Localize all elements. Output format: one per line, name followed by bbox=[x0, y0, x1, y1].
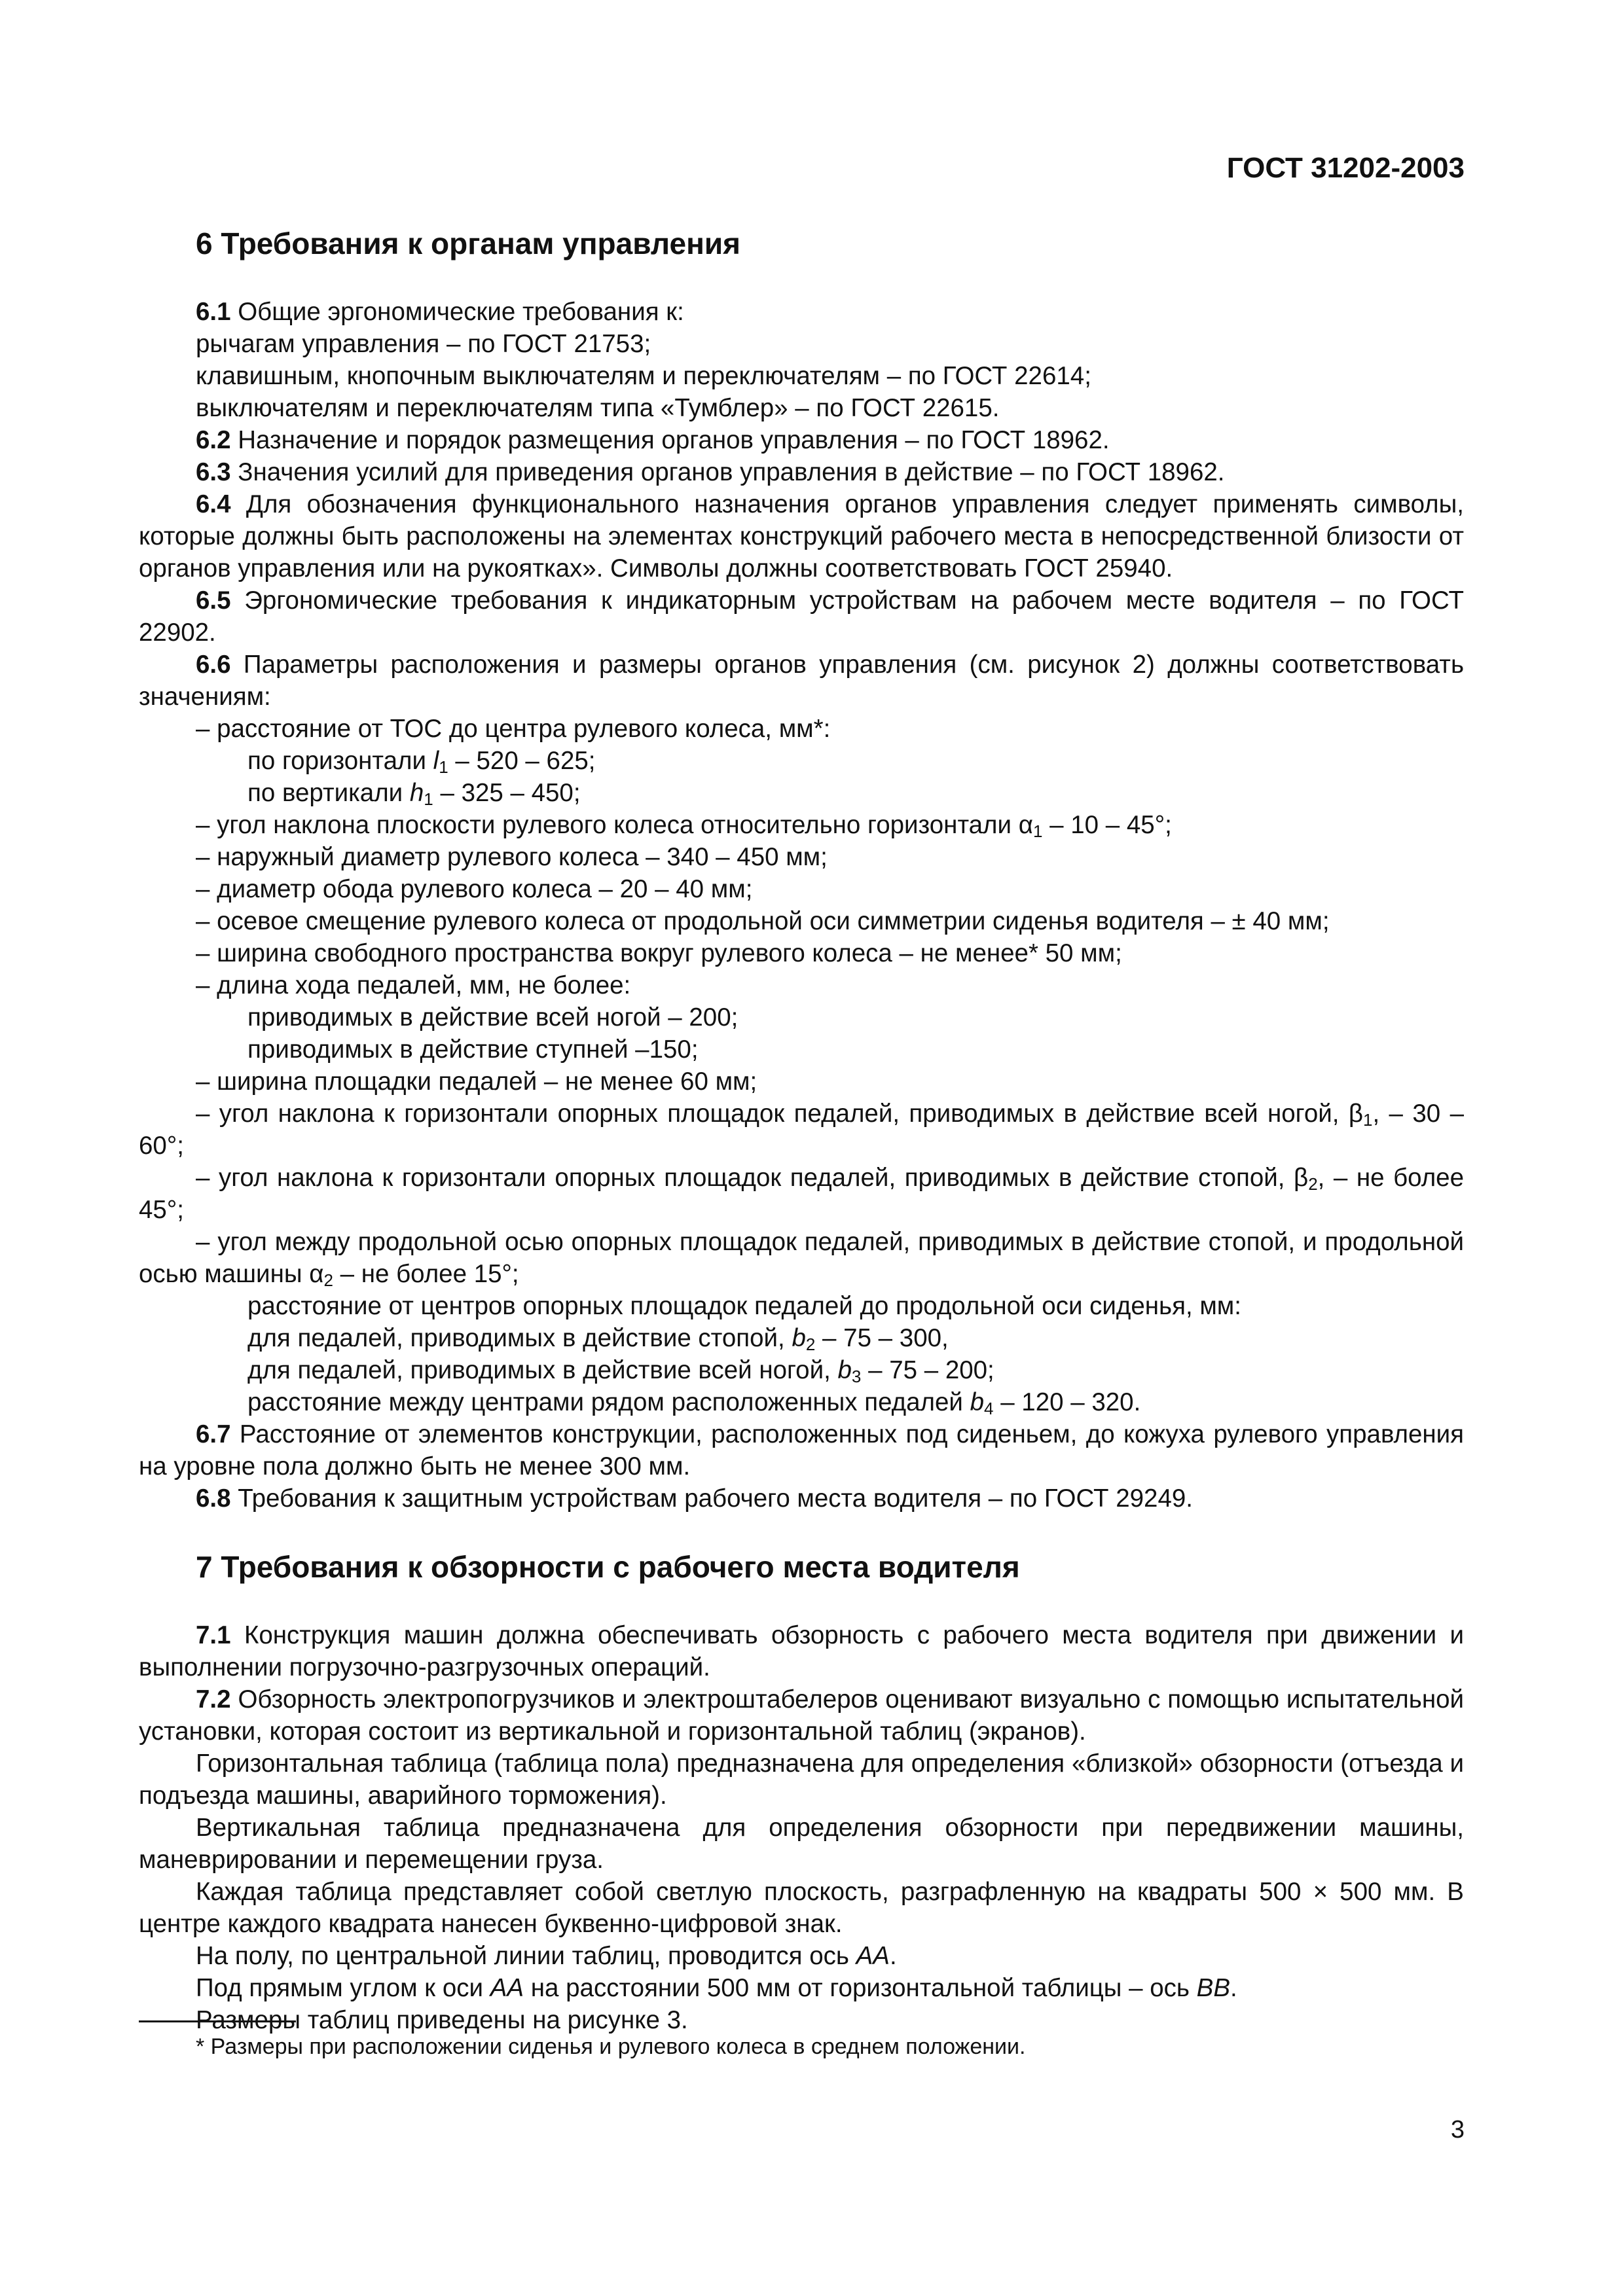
list-subitem: расстояние от центров опорных площадок педалей до продольной оси сиденья, мм: bbox=[247, 1292, 1241, 1320]
text: – угол наклона плоскости рулевого колеса относительно горизонтали α bbox=[196, 811, 1033, 839]
clause-number: 6.8 bbox=[196, 1484, 231, 1513]
variable: ВВ bbox=[1196, 1974, 1231, 2002]
clause-text: Эргономические требования к индикаторным устройствам на рабочем месте водителя – по ГОСТ 22902. bbox=[139, 586, 1464, 647]
text: по вертикали bbox=[247, 779, 410, 807]
list-item: – наружный диаметр рулевого колеса – 340 – 450 мм; bbox=[196, 843, 828, 871]
list-item: – осевое смещение рулевого колеса от продольной оси симметрии сиденья водителя – ± 40 мм; bbox=[196, 907, 1330, 935]
list-item bbox=[139, 1162, 1464, 1226]
clause-number: 6.6 bbox=[196, 651, 231, 679]
variable: b bbox=[837, 1356, 852, 1384]
text: – 520 – 625; bbox=[448, 747, 596, 775]
text: для педалей, приводимых в действие всей ногой, bbox=[247, 1356, 838, 1384]
clause-text: Для обозначения функционального назначения органов управления следует применять символы, которые должны быть расположены на элементах конструкций рабочего места в непосредственной близости от органов управления или на рукоятках». Символы должны соответствовать ГОСТ 25940. bbox=[139, 490, 1464, 583]
section-6-title: 6 Требования к органам управления bbox=[196, 226, 740, 260]
clause-number: 6.4 bbox=[196, 490, 231, 518]
subscript: 3 bbox=[851, 1367, 862, 1386]
clause-6-3 bbox=[139, 456, 1464, 488]
clause-number: 7.1 bbox=[196, 1621, 231, 1649]
text: – 120 – 320. bbox=[993, 1388, 1141, 1416]
text: – угол между продольной осью опорных площадок педалей, приводимых в действие стопой, и продольной осью машины α bbox=[139, 1228, 1464, 1288]
section-7-title: 7 Требования к обзорности с рабочего места водителя bbox=[196, 1550, 1020, 1584]
text: , – не более 45°; bbox=[139, 1164, 1465, 1224]
text: – 325 – 450; bbox=[433, 779, 581, 807]
paragraph: Каждая таблица представляет собой светлую плоскость, разграфленную на квадраты 500 × 500 мм. В центре каждого квадрата нанесен буквенно-цифровой знак. bbox=[139, 1878, 1464, 1938]
subscript: 1 bbox=[1363, 1110, 1373, 1130]
list-item: – ширина площадки педалей – не менее 60 мм; bbox=[196, 1067, 757, 1096]
text: – 10 – 45°; bbox=[1042, 811, 1172, 839]
text: На полу, по центральной линии таблиц, проводится ось bbox=[196, 1942, 856, 1970]
clause-number: 7.2 bbox=[196, 1685, 231, 1713]
clause-6-1-item: рычагам управления – по ГОСТ 21753; bbox=[196, 330, 651, 358]
variable: АА bbox=[490, 1974, 524, 2002]
text: – угол наклона к горизонтали опорных площадок педалей, приводимых в действие стопой, β bbox=[196, 1164, 1309, 1192]
subscript: 1 bbox=[1032, 821, 1043, 841]
clause-6-1-item: выключателям и переключателям типа «Тумблер» – по ГОСТ 22615. bbox=[196, 394, 1000, 422]
paragraph bbox=[139, 1972, 1464, 2004]
clause-text: Расстояние от элементов конструкции, расположенных под сиденьем, до кожуха рулевого управления на уровне пола должно быть не менее 300 мм. bbox=[139, 1420, 1464, 1480]
clause-text: Значения усилий для приведения органов управления в действие – по ГОСТ 18962. bbox=[230, 458, 1225, 486]
paragraph bbox=[139, 1940, 1464, 1972]
clause-6-6 bbox=[139, 649, 1464, 713]
subscript: 2 bbox=[1308, 1174, 1318, 1194]
clause-text: Назначение и порядок размещения органов управления – по ГОСТ 18962. bbox=[230, 426, 1110, 454]
clause-6-4 bbox=[139, 488, 1464, 584]
paragraph: Размеры таблиц приведены на рисунке 3. bbox=[196, 2006, 688, 2034]
clause-number: 6.3 bbox=[196, 458, 231, 486]
clause-text: Параметры расположения и размеры органов управления (см. рисунок 2) должны соответствовать значениям: bbox=[139, 651, 1464, 711]
list-subitem bbox=[139, 777, 1464, 809]
clause-text: Требования к защитным устройствам рабочего места водителя – по ГОСТ 29249. bbox=[230, 1484, 1193, 1513]
list-item bbox=[139, 809, 1464, 841]
text: – не более 15°; bbox=[333, 1260, 519, 1288]
clause-6-8 bbox=[139, 1482, 1464, 1515]
paragraph: Вертикальная таблица предназначена для определения обзорности при передвижении машины, маневрировании и перемещении груза. bbox=[139, 1814, 1464, 1874]
text: , – 30 – 60°; bbox=[139, 1100, 1464, 1160]
clause-6-5 bbox=[139, 584, 1464, 649]
page-number: 3 bbox=[1450, 2116, 1465, 2144]
clause-6-2 bbox=[139, 424, 1464, 456]
text: . bbox=[1230, 1974, 1237, 2002]
variable: b bbox=[792, 1324, 806, 1352]
list-subitem bbox=[139, 1322, 1464, 1354]
text: на расстоянии 500 мм от горизонтальной таблицы – ось bbox=[524, 1974, 1197, 2002]
clause-6-1-item: клавишным, кнопочным выключателям и переключателям – по ГОСТ 22614; bbox=[196, 362, 1091, 390]
list-subitem bbox=[139, 745, 1464, 777]
variable: l bbox=[433, 747, 439, 775]
footnote-divider bbox=[139, 2020, 296, 2022]
footnote: * Размеры при расположении сиденья и рулевого колеса в среднем положении. bbox=[196, 2034, 1026, 2059]
list-subitem bbox=[139, 1354, 1464, 1386]
list-item: – длина хода педалей, мм, не более: bbox=[196, 971, 631, 999]
text: для педалей, приводимых в действие стопой, bbox=[247, 1324, 792, 1352]
variable: b bbox=[970, 1388, 985, 1416]
clause-text: Обзорность электропогрузчиков и электроштабелеров оценивают визуально с помощью испытательной установки, которая состоит из вертикальной и горизонтальной таблиц (экранов). bbox=[139, 1685, 1464, 1746]
list-subitem bbox=[139, 1386, 1464, 1418]
page-content bbox=[139, 225, 1464, 2036]
text: – 75 – 200; bbox=[861, 1356, 994, 1384]
subscript: 1 bbox=[424, 789, 433, 809]
clause-number: 6.7 bbox=[196, 1420, 231, 1448]
list-item: – диаметр обода рулевого колеса – 20 – 40 мм; bbox=[196, 875, 753, 903]
subscript: 1 bbox=[439, 757, 448, 777]
standard-code: ГОСТ 31202-2003 bbox=[1226, 152, 1465, 184]
clause-text: Общие эргономические требования к: bbox=[230, 298, 684, 326]
clause-number: 6.1 bbox=[196, 298, 231, 326]
paragraph: Горизонтальная таблица (таблица пола) предназначена для определения «близкой» обзорности (отъезда и подъезда машины, аварийного торможения). bbox=[139, 1749, 1464, 1810]
text: – угол наклона к горизонтали опорных площадок педалей, приводимых в действие всей ногой, β bbox=[196, 1100, 1363, 1128]
text: по горизонтали bbox=[247, 747, 433, 775]
list-item bbox=[139, 1226, 1464, 1290]
clause-6-7 bbox=[139, 1418, 1464, 1482]
list-item: – ширина свободного пространства вокруг рулевого колеса – не менее* 50 мм; bbox=[196, 939, 1122, 967]
clause-number: 6.5 bbox=[196, 586, 231, 615]
text: . bbox=[889, 1942, 897, 1970]
text: – 75 – 300, bbox=[815, 1324, 949, 1352]
list-item: – расстояние от ТОС до центра рулевого колеса, мм*: bbox=[196, 715, 831, 743]
text: расстояние между центрами рядом расположенных педалей bbox=[247, 1388, 970, 1416]
clause-6-1 bbox=[139, 296, 1464, 328]
clause-7-1 bbox=[139, 1619, 1464, 1683]
clause-7-2 bbox=[139, 1683, 1464, 1748]
list-item bbox=[139, 1098, 1464, 1162]
variable: h bbox=[409, 779, 424, 807]
text: Под прямым углом к оси bbox=[196, 1974, 490, 2002]
subscript: 4 bbox=[984, 1399, 994, 1418]
clause-text: Конструкция машин должна обеспечивать обзорность с рабочего места водителя при движении и выполнении погрузочно-разгрузочных операций. bbox=[139, 1621, 1464, 1681]
subscript: 2 bbox=[805, 1335, 816, 1354]
list-subitem: приводимых в действие всей ногой – 200; bbox=[247, 1003, 739, 1031]
clause-number: 6.2 bbox=[196, 426, 231, 454]
variable: АА bbox=[856, 1942, 890, 1970]
list-subitem: приводимых в действие ступней –150; bbox=[247, 1035, 699, 1064]
subscript: 2 bbox=[323, 1270, 333, 1290]
